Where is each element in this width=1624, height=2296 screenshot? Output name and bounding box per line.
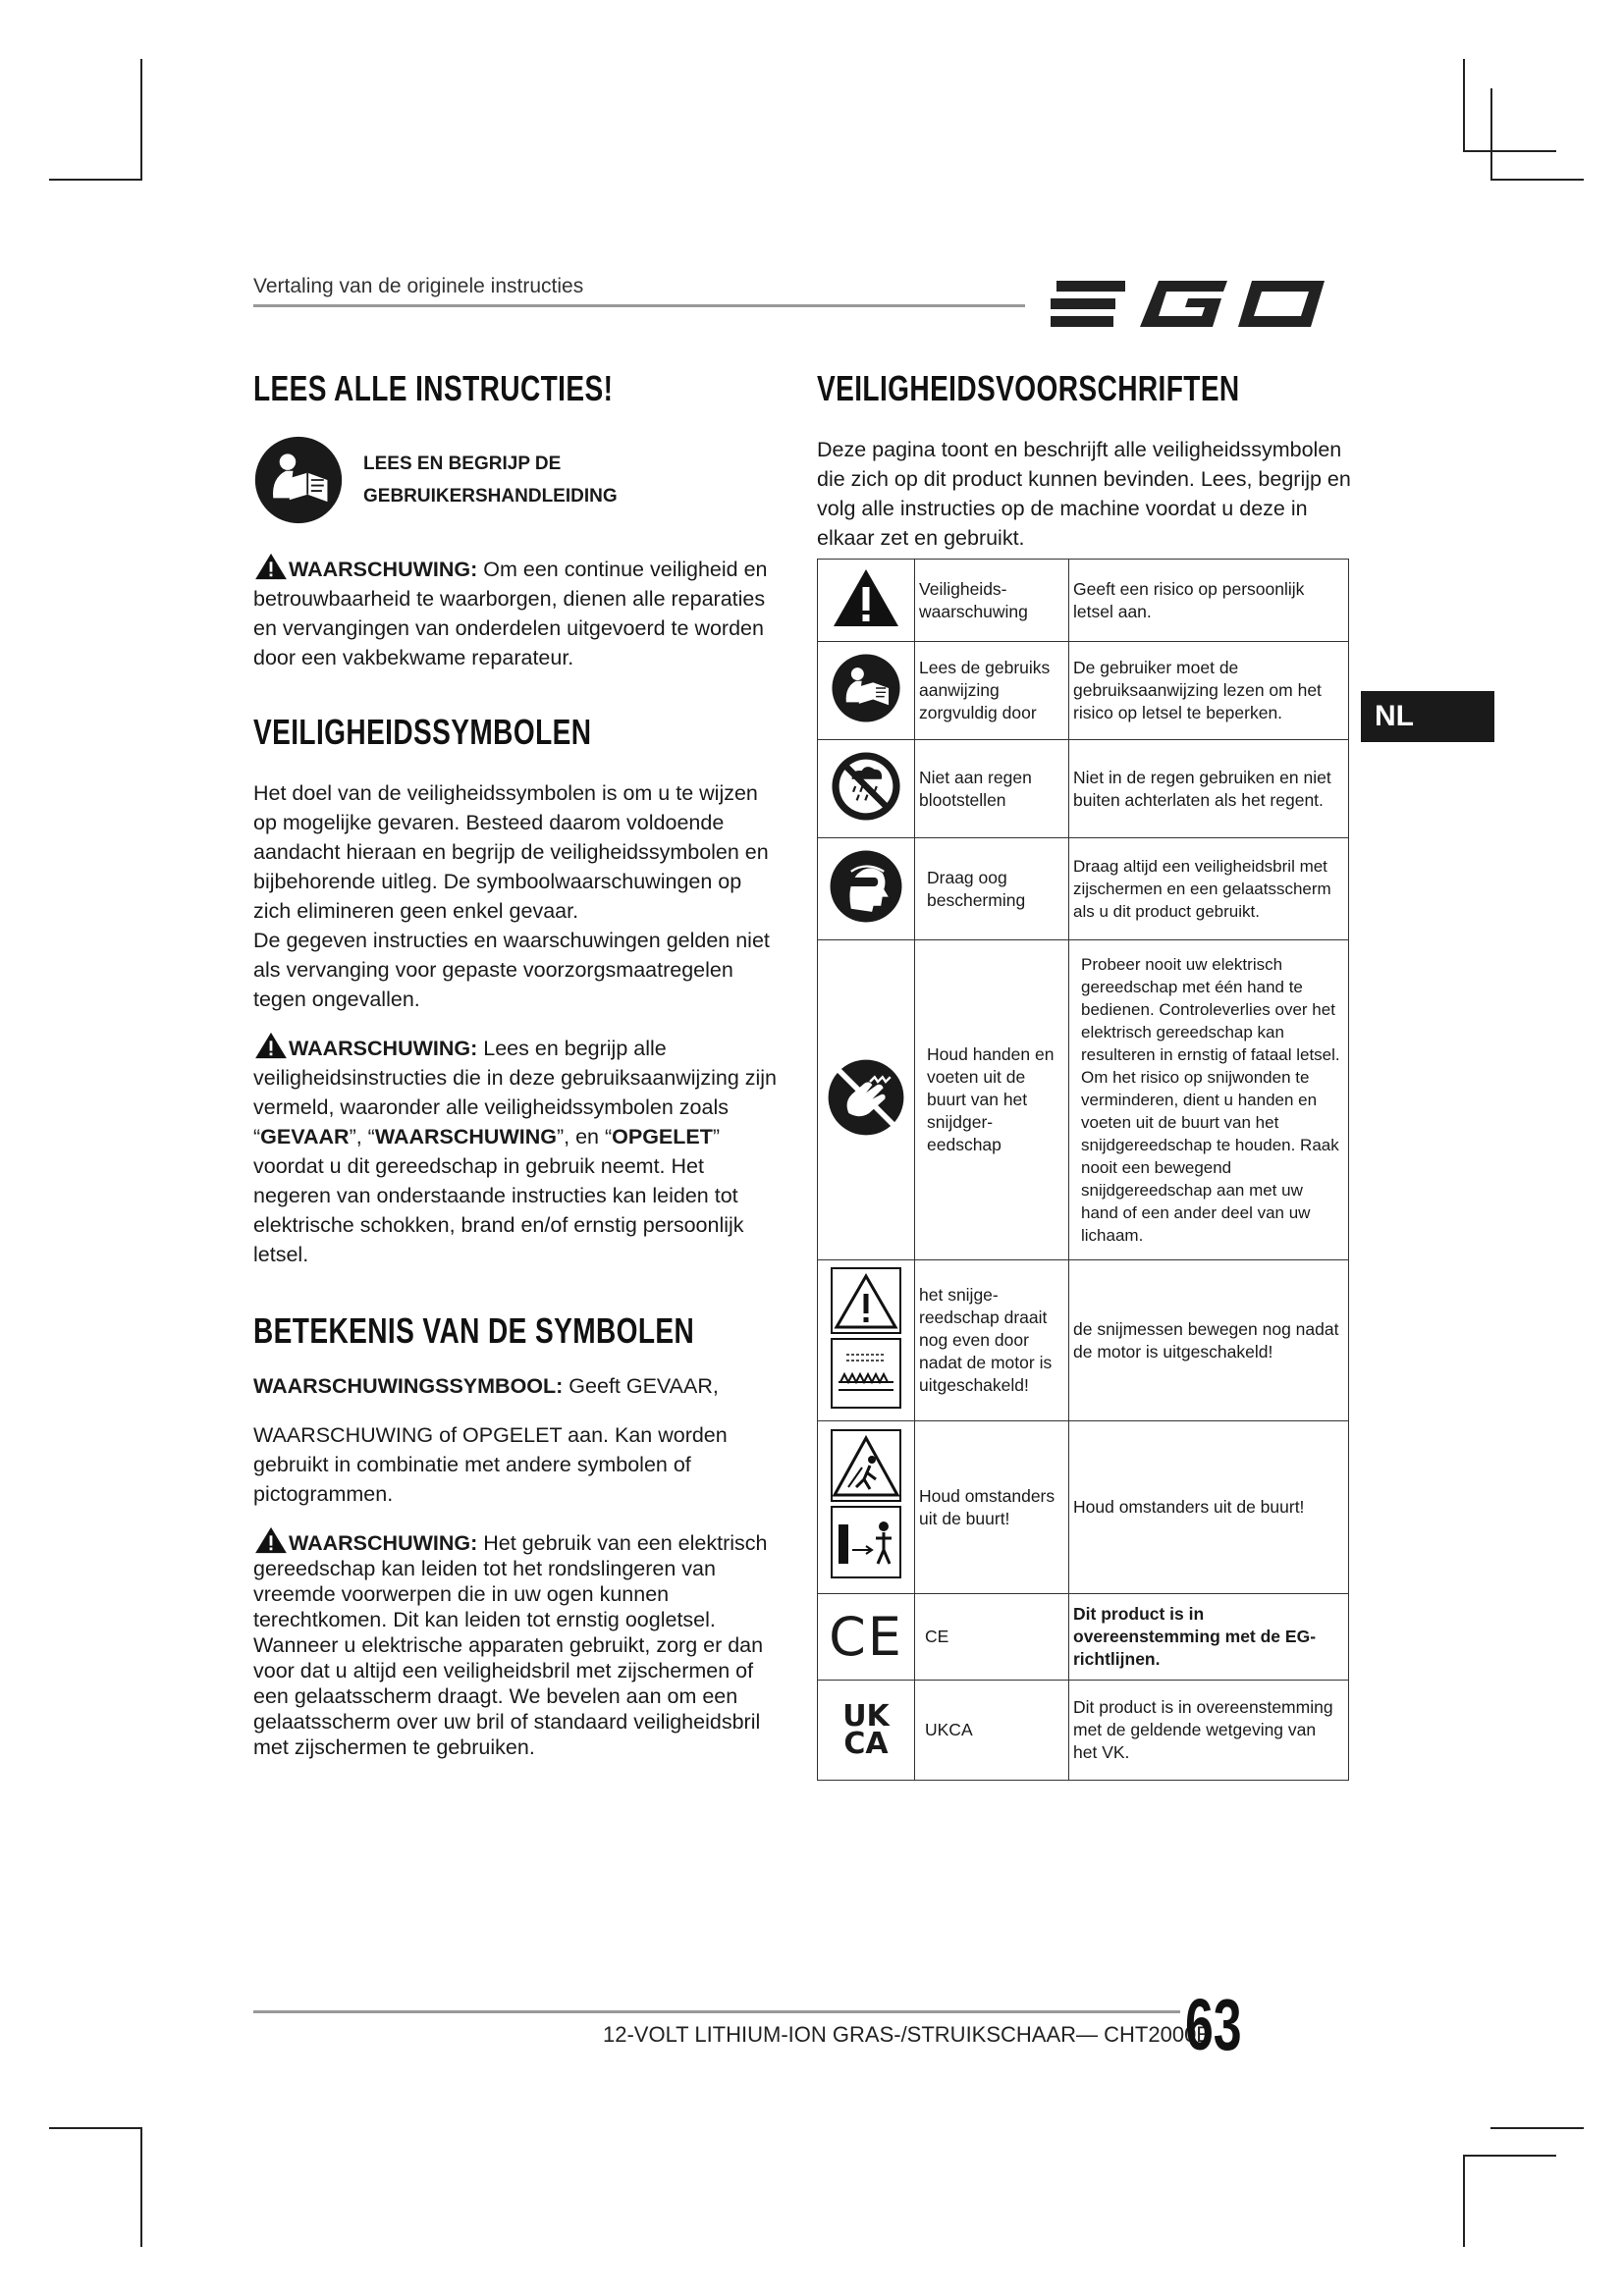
warning-text-3: Het gebruik van een elektrisch gereedschap kan leiden tot het rondslingeren van vreemde voorwerpen die in uw ogen kunnen terechtkomen. Dit kan leiden tot ernstig oogletsel. Wanneer u elektrische apparaten gebruikt, zorg er dan voor dat u altijd een veiligheidsbril met zijschermen of een gelaatsscherm draagt. We bevelen aan om een gelaatsscherm over uw bril of standaard veiligheidsbril met zijschermen te gebruiken. bbox=[253, 1531, 768, 1759]
warning-text-2d: ” voordat u dit gereedschap in gebruik neemt. Het negeren van onderstaande instructies kan leiden tot elektrische schokken, brand en/of ernstig persoonlijk letsel. bbox=[253, 1125, 744, 1266]
table-row bbox=[818, 740, 1349, 838]
ukca-mark-icon bbox=[822, 1698, 910, 1761]
warning-triangle-icon bbox=[832, 567, 900, 628]
language-tab[interactable]: NL bbox=[1361, 691, 1494, 742]
warning-text-1: Om een continue veiligheid en betrouwbaarheid te waarborgen, dienen alle reparaties en vervangingen van onderdelen uitgevoerd te worden door een vakbekwame reparateur. bbox=[253, 558, 768, 669]
table-row bbox=[818, 1594, 1349, 1681]
footer-rule bbox=[253, 2010, 1180, 2013]
meaning-paragraph-2: WAARSCHUWING of OPGELET aan. Kan worden gebruikt in combinatie met andere symbolen of pictogrammen. bbox=[253, 1423, 728, 1506]
warning-triangle-icon bbox=[253, 1032, 289, 1059]
symbol-description: Draag altijd een veiligheidsbril met zijschermen en een gelaatsscherm als u dit product gebruikt. bbox=[1069, 838, 1349, 940]
symbol-description: Probeer nooit uw elektrisch gereedschap met één hand te bedienen. Controleverlies over het elektrisch gereedschap kan resulteren in ernstig of fataal letsel. Om het risico op snijwonden te verminderen, dient u handen en voeten uit de buurt van het snijdgereedschap te houden. Raak nooit een bewegend snijdgereedschap aan met uw hand of een ander deel van uw lichaam. bbox=[1069, 940, 1349, 1260]
meaning-label: WAARSCHUWINGSSYMBOOL: bbox=[253, 1374, 564, 1398]
keep-hands-away-icon bbox=[827, 1058, 905, 1137]
symbol-name: het snijge-reedschap draait nog even door nadat de motor is uitgeschakeld! bbox=[915, 1260, 1069, 1421]
warning-triangle-icon bbox=[253, 1526, 289, 1554]
crop-mark bbox=[49, 2127, 142, 2129]
warning-triangle-icon bbox=[253, 553, 289, 580]
table-row bbox=[818, 940, 1349, 1260]
ce-mark-icon: CE bbox=[829, 1606, 903, 1668]
table-row bbox=[818, 642, 1349, 740]
symbol-name: Lees de gebruiks aanwijzing zorgvuldig door bbox=[915, 642, 1069, 740]
symbol-description: Niet in de regen gebruiken en niet buiten achterlaten als het regent. bbox=[1069, 740, 1349, 838]
symbol-description: Dit product is in overeenstemming met de EG-richtlijnen. bbox=[1069, 1594, 1349, 1681]
right-column bbox=[817, 368, 1352, 1781]
symbol-name: Houd handen en voeten uit de buurt van het snijdger-eedschap bbox=[915, 940, 1069, 1260]
section-title-meaning: BETEKENIS VAN DE SYMBOLEN bbox=[253, 1310, 695, 1351]
crop-mark bbox=[1490, 88, 1492, 179]
blade-runs-on-icon bbox=[827, 1264, 905, 1412]
crop-mark bbox=[1463, 2155, 1556, 2157]
crop-mark bbox=[1463, 59, 1465, 151]
crop-mark bbox=[1490, 2127, 1584, 2129]
symbols-paragraph-1: Het doel van de veiligheidssymbolen is om u te wijzen op mogelijke gevaren. Besteed daarom voldoende aandacht hieraan en begrijp de veiligheidssymbolen en bijbehorende uitleg. De symboolwaarschuwingen op zich elimineren geen enkel gevaar. bbox=[253, 781, 769, 923]
no-rain-icon bbox=[831, 751, 901, 822]
symbol-name: Veiligheids- waarschuwing bbox=[915, 560, 1069, 642]
read-manual-line1: LEES EN BEGRIJP DE bbox=[363, 454, 562, 474]
read-manual-text bbox=[363, 448, 618, 512]
header-rule bbox=[253, 304, 1025, 307]
table-row bbox=[818, 838, 1349, 940]
page-number: 63 bbox=[1185, 1984, 1242, 2065]
section-title-symbols: VEILIGHEIDSSYMBOLEN bbox=[253, 712, 592, 752]
crop-mark bbox=[1490, 179, 1584, 181]
meaning-text-1: Geeft GEVAAR, bbox=[563, 1374, 719, 1398]
table-row bbox=[818, 1421, 1349, 1594]
read-manual-icon bbox=[831, 653, 901, 723]
symbols-paragraph-2: De gegeven instructies en waarschuwingen gelden niet als vervanging voor gepaste voorzorgsmaatregelen tegen ongevallen. bbox=[253, 929, 770, 1011]
warning-label: WAARSCHUWING: bbox=[289, 1531, 478, 1555]
symbol-name: Houd omstanders uit de buurt! bbox=[915, 1421, 1069, 1594]
crop-mark bbox=[1463, 150, 1556, 152]
warning-text-2a: Lees en begrijp alle veiligheidsinstructies die in deze gebruiksaanwijzing zijn vermeld, waaronder alle veiligheidssymbolen zoals “ bbox=[253, 1037, 778, 1148]
warning-paragraph-2 bbox=[253, 1032, 784, 1269]
section-title-read: LEES ALLE INSTRUCTIES! bbox=[253, 368, 614, 408]
symbol-description: Geeft een risico op persoonlijk letsel aan. bbox=[1069, 560, 1349, 642]
symbol-name: Niet aan regen blootstellen bbox=[915, 740, 1069, 838]
read-manual-icon bbox=[253, 435, 344, 525]
symbol-name: UKCA bbox=[915, 1681, 1069, 1781]
eye-protection-icon bbox=[829, 849, 903, 924]
read-manual-block bbox=[253, 435, 784, 525]
crop-mark bbox=[140, 59, 142, 179]
ego-logo bbox=[1051, 265, 1345, 344]
rules-intro: Deze pagina toont en beschrijft alle veiligheidssymbolen die zich op dit product kunnen bevinden. Lees, begrijp en volg alle instructies op de machine voordat u deze in elkaar zet en gebruikt. bbox=[817, 438, 1351, 550]
warning-paragraph-1 bbox=[253, 553, 784, 672]
symbols-table bbox=[817, 559, 1349, 1781]
ukca-mark-bottom: CA bbox=[843, 1726, 889, 1761]
symbol-description: Houd omstanders uit de buurt! bbox=[1069, 1421, 1349, 1594]
crop-mark bbox=[1463, 2155, 1465, 2247]
symbol-name: CE bbox=[915, 1594, 1069, 1681]
table-row bbox=[818, 1681, 1349, 1781]
warning-paragraph-3 bbox=[253, 1526, 784, 1760]
symbol-description: De gebruiker moet de gebruiksaanwijzing lezen om het risico op letsel te beperken. bbox=[1069, 642, 1349, 740]
warning-text-2c: ”, en “ bbox=[556, 1125, 613, 1148]
crop-mark bbox=[140, 2127, 142, 2247]
footer-product: 12-VOLT LITHIUM-ION GRAS-/STRUIKSCHAAR— CHT2000E bbox=[603, 2022, 1211, 2047]
keyword-opgelet: OPGELET bbox=[612, 1125, 713, 1148]
keyword-gevaar: GEVAAR bbox=[260, 1125, 350, 1148]
keep-bystanders-away-icon bbox=[827, 1426, 905, 1583]
symbol-description: de snijmessen bewegen nog nadat de motor is uitgeschakeld! bbox=[1069, 1260, 1349, 1421]
table-row bbox=[818, 1260, 1349, 1421]
header-subtitle: Vertaling van de originele instructies bbox=[253, 275, 584, 297]
warning-label: WAARSCHUWING: bbox=[289, 558, 478, 581]
table-row bbox=[818, 560, 1349, 642]
ukca-mark-top: UK bbox=[842, 1698, 890, 1734]
meaning-paragraph-1 bbox=[253, 1371, 784, 1401]
read-manual-line2: GEBRUIKERSHANDLEIDING bbox=[363, 486, 618, 507]
warning-text-2b: ”, “ bbox=[349, 1125, 375, 1148]
section-title-rules: VEILIGHEIDSVOORSCHRIFTEN bbox=[817, 368, 1240, 408]
crop-mark bbox=[49, 179, 142, 181]
keyword-waarschuwing: WAARSCHUWING bbox=[374, 1125, 557, 1148]
symbol-name: Draag oog bescherming bbox=[915, 838, 1069, 940]
symbol-description: Dit product is in overeenstemming met de geldende wetgeving van het VK. bbox=[1069, 1681, 1349, 1781]
left-column bbox=[253, 368, 784, 1760]
warning-label: WAARSCHUWING: bbox=[289, 1037, 478, 1060]
